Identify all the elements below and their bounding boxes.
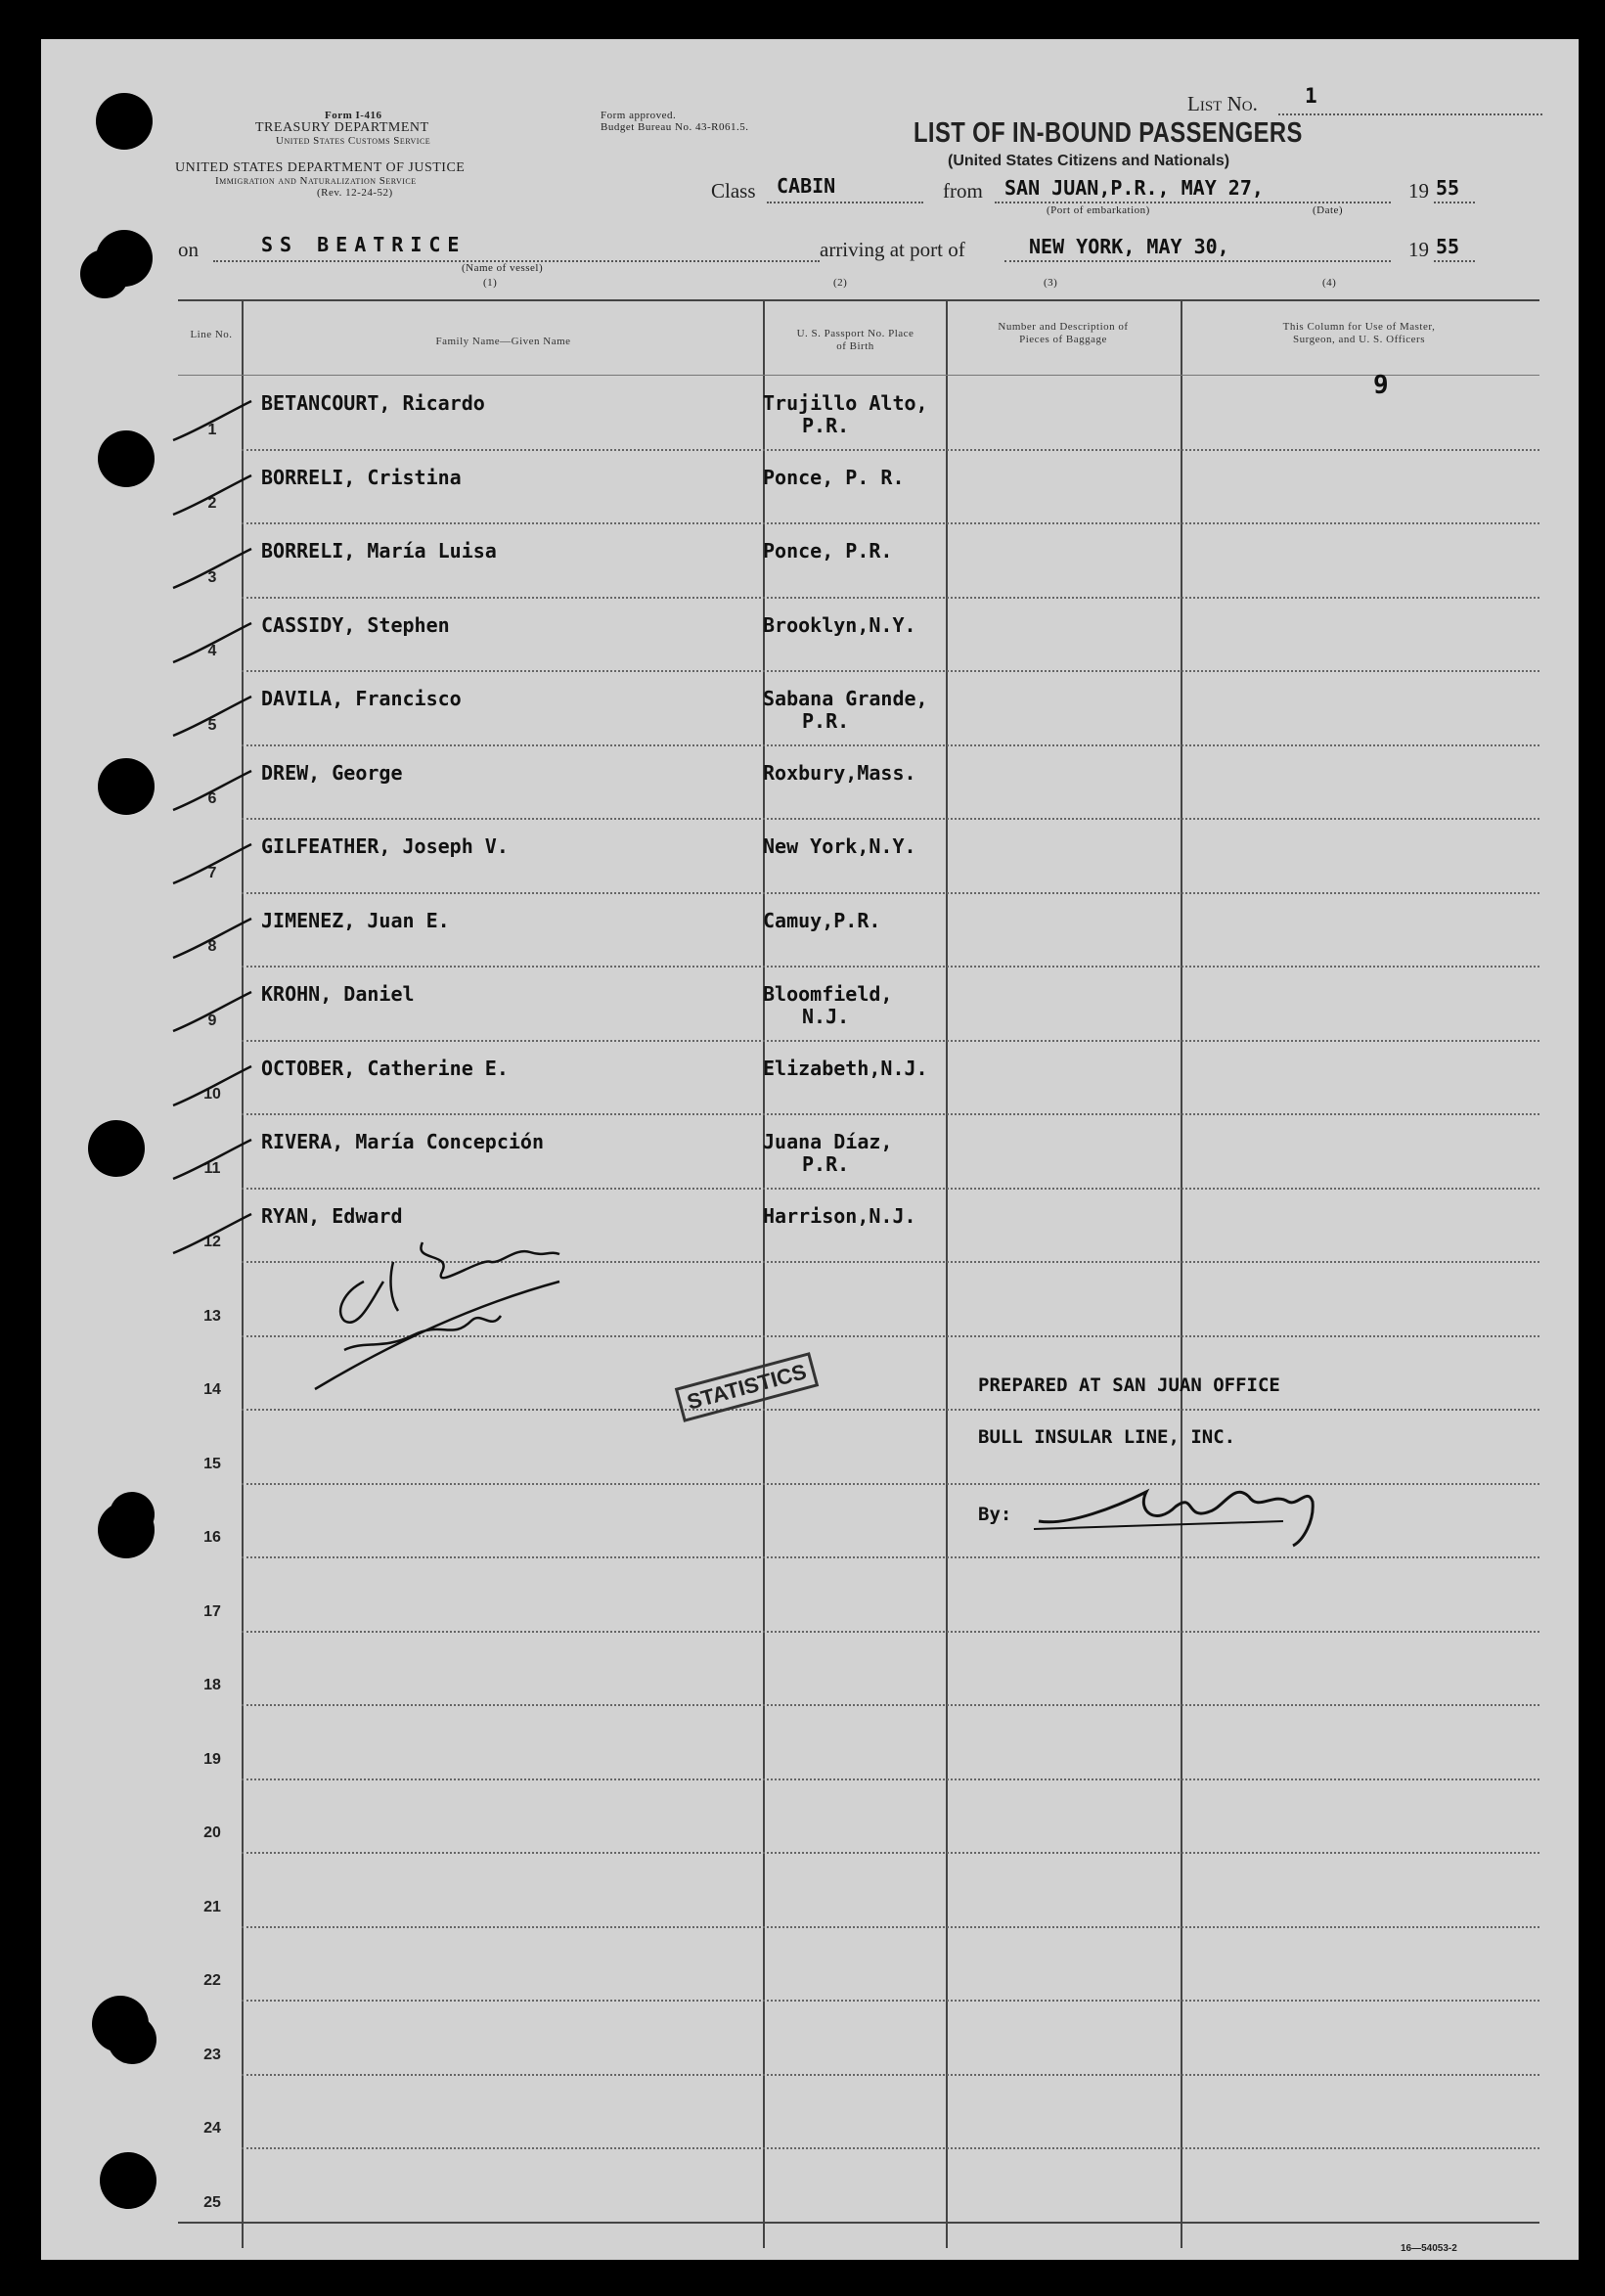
check-mark-icon: [168, 544, 256, 593]
port-embark-caption: (Port of embarkation): [1047, 204, 1150, 216]
prepared-line-2: BULL INSULAR LINE, INC.: [978, 1426, 1236, 1448]
line-number: 17: [203, 1602, 221, 1620]
line-number: 19: [203, 1750, 221, 1768]
punch-hole: [88, 1120, 145, 1177]
year-prefix-arrive: 19: [1408, 238, 1429, 261]
row-rule: [242, 670, 1539, 672]
row-rule: [242, 744, 1539, 746]
year-arrive-line: [1434, 260, 1475, 262]
row-rule: [242, 2074, 1539, 2076]
row-rule: [242, 1926, 1539, 1928]
punch-hole: [98, 758, 155, 815]
punch-hole: [80, 249, 129, 298]
col-divider: [763, 299, 765, 2248]
header-bottom-rule: [178, 375, 1539, 376]
check-mark-icon: [168, 1135, 256, 1184]
passenger-name: JIMENEZ, Juan E.: [261, 908, 450, 932]
check-mark-icon: [168, 471, 256, 519]
line-number: 25: [203, 2193, 221, 2211]
row-rule: [242, 1852, 1539, 1854]
class-label: Class: [711, 179, 756, 203]
line-number: 8: [207, 938, 217, 955]
col-header-baggage: Number and Description of Pieces of Baggage: [998, 321, 1129, 345]
line-number: 21: [203, 1898, 221, 1915]
line-number: 14: [203, 1381, 221, 1398]
line-number: 7: [207, 864, 217, 881]
check-mark-icon: [168, 914, 256, 963]
check-mark-icon: [168, 839, 256, 888]
form-approved: Form approved.: [601, 110, 677, 121]
passenger-name: KROHN, Daniel: [261, 982, 415, 1006]
row-rule: [242, 2000, 1539, 2002]
prepared-line-1: PREPARED AT SAN JUAN OFFICE: [978, 1374, 1280, 1396]
check-mark-icon: [168, 1061, 256, 1110]
punch-hole: [110, 1492, 155, 1537]
officer-mark: 9: [1373, 371, 1389, 400]
from-line: [995, 202, 1391, 203]
check-mark-icon: [168, 396, 256, 445]
statistics-stamp: STATISTICS: [675, 1352, 820, 1422]
passenger-name: BETANCOURT, Ricardo: [261, 391, 485, 415]
place-of-birth-cont: P.R.: [802, 1152, 850, 1176]
passenger-name: BORRELI, María Luisa: [261, 539, 497, 563]
line-number: 1: [207, 421, 217, 438]
place-of-birth-cont: P.R.: [802, 709, 850, 733]
line-number: 6: [207, 790, 217, 807]
vessel-name: SS BEATRICE: [261, 233, 467, 256]
row-rule: [242, 2147, 1539, 2149]
line-number: 22: [203, 1972, 221, 1989]
line-number: 18: [203, 1677, 221, 1693]
row-rule: [242, 966, 1539, 968]
col-header-line: Line No.: [190, 329, 233, 340]
line-number: 9: [207, 1012, 217, 1029]
arrival-line: [1004, 260, 1391, 262]
place-of-birth: New York,N.Y.: [763, 834, 916, 858]
punch-hole: [100, 2152, 156, 2209]
budget-bureau: Budget Bureau No. 43-R061.5.: [601, 121, 749, 133]
arrival-port: NEW YORK, MAY 30,: [1029, 235, 1229, 258]
line-number: 11: [203, 1159, 221, 1177]
page-subtitle: (United States Citizens and Nationals): [948, 153, 1230, 169]
justice-dept: UNITED STATES DEPARTMENT OF JUSTICE: [175, 160, 466, 175]
year-prefix-from: 19: [1408, 179, 1429, 203]
place-of-birth: Sabana Grande,: [763, 687, 928, 710]
place-of-birth: Elizabeth,N.J.: [763, 1056, 928, 1080]
revision-date: (Rev. 12-24-52): [317, 187, 393, 199]
place-of-birth: Camuy,P.R.: [763, 908, 881, 932]
place-of-birth: Ponce, P.R.: [763, 539, 893, 563]
row-rule: [242, 1631, 1539, 1633]
class-value: CABIN: [777, 174, 836, 198]
passenger-name: CASSIDY, Stephen: [261, 612, 450, 637]
place-of-birth: Bloomfield,: [763, 982, 893, 1006]
prepared-by: By:: [978, 1504, 1012, 1525]
row-rule: [242, 1040, 1539, 1042]
table-top-rule: [178, 299, 1539, 301]
footer-code: 16—54053-2: [1401, 2243, 1457, 2254]
caption-2: (2): [833, 277, 848, 289]
class-line: [767, 202, 923, 203]
from-value: SAN JUAN,P.R., MAY 27,: [1004, 176, 1264, 200]
punch-hole: [108, 2015, 156, 2064]
year-from: 55: [1436, 176, 1460, 200]
handwritten-signature: [1029, 1453, 1352, 1560]
check-mark-icon: [168, 618, 256, 667]
col-header-name: Family Name—Given Name: [435, 336, 571, 347]
treasury-dept: TREASURY DEPARTMENT: [255, 120, 429, 135]
col-header-officers: This Column for Use of Master, Surgeon, and U. S. Officers: [1282, 321, 1436, 345]
col-divider: [946, 299, 948, 2248]
row-rule: [242, 818, 1539, 820]
row-rule: [178, 2222, 1539, 2224]
line-number: 4: [207, 643, 217, 659]
list-no-line: [1278, 113, 1542, 115]
place-of-birth: Juana Díaz,: [763, 1130, 893, 1153]
line-number: 3: [207, 568, 217, 586]
place-of-birth: Roxbury,Mass.: [763, 760, 916, 785]
place-of-birth-cont: N.J.: [802, 1005, 850, 1028]
passenger-name: GILFEATHER, Joseph V.: [261, 834, 509, 858]
col-header-passport: U. S. Passport No. Place of Birth: [796, 328, 914, 352]
date-caption: (Date): [1313, 204, 1344, 216]
line-number: 24: [203, 2120, 221, 2137]
row-rule: [242, 1409, 1539, 1411]
row-rule: [242, 449, 1539, 451]
check-mark-icon: [168, 766, 256, 815]
place-of-birth: Harrison,N.J.: [763, 1203, 916, 1228]
place-of-birth-cont: P.R.: [802, 414, 850, 437]
passenger-name: OCTOBER, Catherine E.: [261, 1056, 509, 1080]
year-arrive: 55: [1436, 235, 1460, 258]
punch-hole: [96, 93, 153, 150]
check-mark-icon: [168, 987, 256, 1036]
row-rule: [242, 1778, 1539, 1780]
list-no-value: 1: [1305, 84, 1317, 108]
from-label: from: [943, 179, 983, 203]
row-rule: [242, 522, 1539, 524]
line-number: 10: [203, 1086, 221, 1103]
line-number: 15: [203, 1455, 221, 1472]
form-number: Form I-416: [325, 110, 382, 121]
row-rule: [242, 892, 1539, 894]
line-number: 2: [207, 495, 217, 512]
check-mark-icon: [168, 1209, 256, 1258]
caption-3: (3): [1044, 277, 1058, 289]
place-of-birth: Trujillo Alto,: [763, 391, 928, 415]
caption-1: (1): [483, 277, 498, 289]
ins-service: Immigration and Naturalization Service: [215, 175, 417, 187]
row-rule: [242, 1188, 1539, 1190]
arriving-label: arriving at port of: [820, 238, 965, 261]
passenger-name: DREW, George: [261, 760, 403, 785]
on-label: on: [178, 238, 199, 261]
passenger-name: DAVILA, Francisco: [261, 687, 462, 710]
page-title: LIST OF IN-BOUND PASSENGERS: [914, 117, 1303, 149]
line-number: 20: [203, 1824, 221, 1841]
row-rule: [242, 597, 1539, 599]
line-number: 23: [203, 2046, 221, 2063]
handwritten-signature: [305, 1203, 628, 1409]
passenger-name: RIVERA, María Concepción: [261, 1130, 544, 1153]
line-number: 16: [203, 1529, 221, 1546]
punch-hole: [98, 430, 155, 487]
place-of-birth: Ponce, P. R.: [763, 465, 905, 489]
col-divider: [1181, 299, 1182, 2248]
passenger-name: BORRELI, Cristina: [261, 465, 462, 489]
caption-4: (4): [1322, 277, 1337, 289]
line-number: 13: [203, 1307, 221, 1325]
year-from-line: [1434, 202, 1475, 203]
place-of-birth: Brooklyn,N.Y.: [763, 612, 916, 637]
line-number: 5: [207, 716, 217, 734]
customs-service: United States Customs Service: [276, 135, 431, 147]
line-number: 12: [203, 1234, 221, 1250]
check-mark-icon: [168, 692, 256, 741]
row-rule: [242, 1113, 1539, 1115]
row-rule: [242, 1704, 1539, 1706]
list-no-label: List No.: [1187, 92, 1258, 115]
passenger-name: RYAN, Edward: [261, 1203, 403, 1228]
form-sheet: [41, 39, 1579, 2260]
vessel-caption: (Name of vessel): [462, 262, 544, 274]
